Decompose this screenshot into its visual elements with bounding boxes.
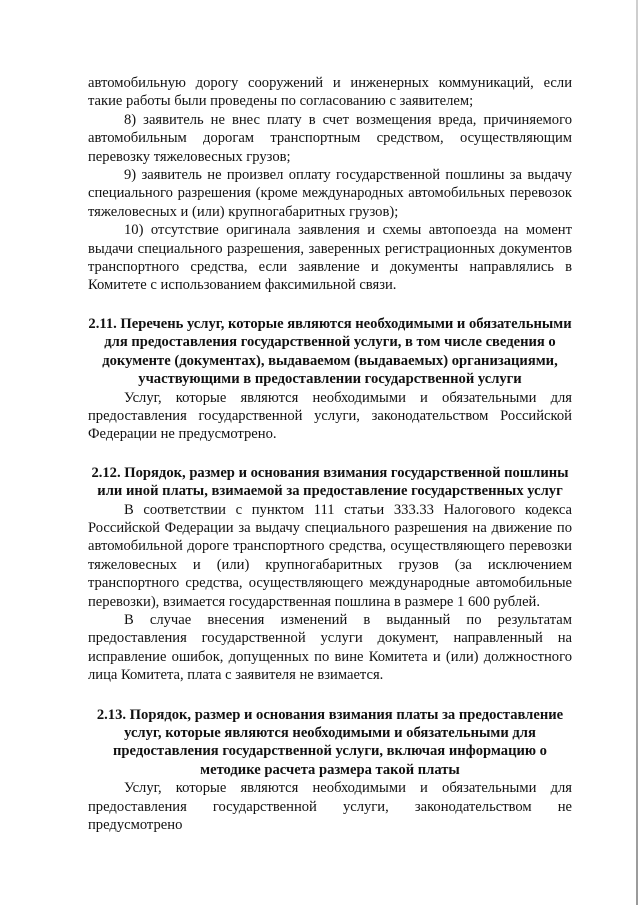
item-10: 10) отсутствие оригинала заявления и схемы автопоезда на момент выдачи специального разрешения, заверенных регистрационных документов транспортного средства, если заявление и документы направлялись в Комитете с использованием факсимильной связи. bbox=[88, 222, 572, 294]
section-gap bbox=[88, 444, 572, 464]
section-2-11-heading: 2.11. Перечень услуг, которые являются необходимыми и обязательными для предоставления государственной услуги, в том числе сведения о документе (документах), выдаваемом (выдаваемых) организациями, участвующими в предоставлении государственной услуги bbox=[88, 315, 572, 388]
scan-edge-shadow bbox=[636, 0, 638, 905]
section-2-12-para-2: В случае внесения изменений в выданный по результатам предоставления государственной услуги документ, направленный на исправление ошибок, допущенных по вине Комитета и (или) должностного лица Комитета, плата с заявителя не взимается. bbox=[88, 611, 572, 684]
section-gap bbox=[88, 685, 572, 706]
section-2-13-heading: 2.13. Порядок, размер и основания взимания платы за предоставление услуг, которые являются необходимыми и обязательными для предоставления государственной услуги, включая информацию о методике расчета размера такой платы bbox=[96, 706, 564, 778]
section-2-11-body: Услуг, которые являются необходимыми и обязательными для предоставления государственной услуги, законодательством Российской Федерации не предусмотрено. bbox=[88, 389, 572, 443]
section-2-13-body: Услуг, которые являются необходимыми и обязательными для предоставления государственной услуги, законодательством не предусмотрено bbox=[88, 780, 572, 834]
item-7-continuation: автомобильную дорогу сооружений и инженерных коммуникаций, если такие работы были проведены по согласованию с заявителем; bbox=[88, 75, 572, 110]
section-gap bbox=[88, 295, 572, 315]
item-9: 9) заявитель не произвел оплату государственной пошлины за выдачу специального разрешения (кроме международных автомобильных перевозок тяжеловесных и (или) крупногабаритных грузов); bbox=[88, 167, 572, 220]
item-8: 8) заявитель не внес плату в счет возмещения вреда, причиняемого автомобильным дорогам транспортным средством, осуществляющим перевозку тяжеловесных грузов; bbox=[88, 111, 572, 165]
section-2-12-heading: 2.12. Порядок, размер и основания взимания государственной пошлины или иной платы, взимаемой за предоставление государственных услуг bbox=[91, 464, 569, 500]
section-2-12-para-1: В соответствии с пунктом 111 статьи 333.33 Налогового кодекса Российской Федерации за выдачу специального разрешения на движение по автомобильной дороге транспортного средства, осуществляющего перевозки тяжеловесных и (или) крупногабаритных грузов (за исключением транспортного средства, осуществляющего международные автомобильные перевозки), взимается государственная пошлина в размере 1 600 рублей. bbox=[88, 501, 572, 610]
document-page bbox=[88, 74, 572, 834]
